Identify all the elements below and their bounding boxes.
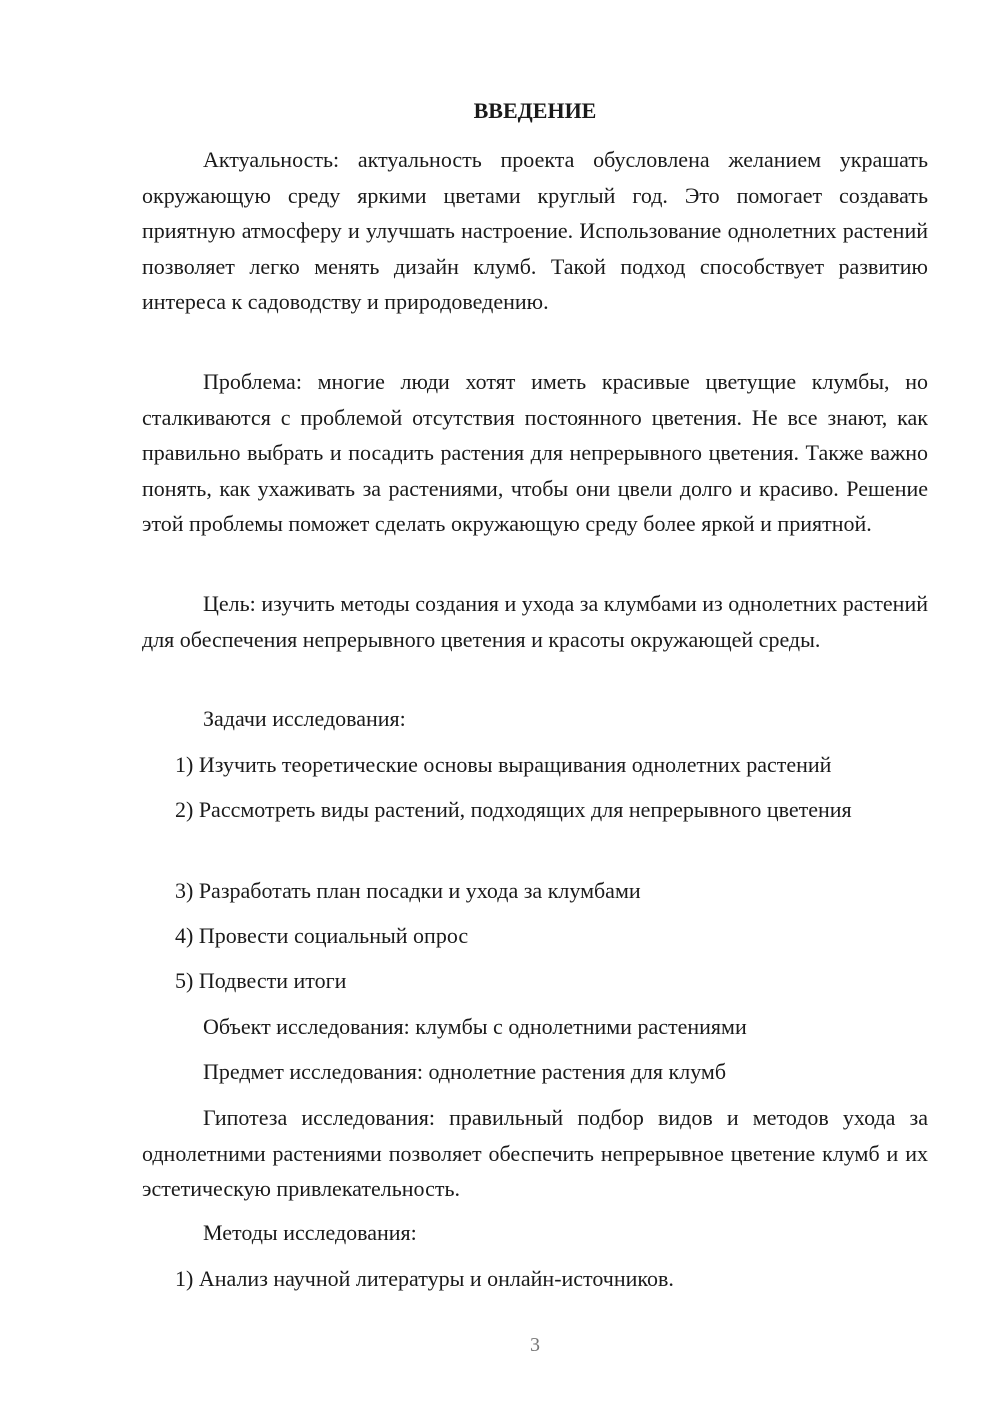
task-item: 4) Провести социальный опрос [175, 923, 469, 948]
relevance-paragraph: Актуальность: актуальность проекта обусловлена желанием украшать окружающую среду яркими цветами круглый год. Это помогает создавать приятную атмосферу и улучшать настроение. Использование однолетних растений позволяет легко менять дизайн клумб. Такой подход способствует развитию интереса к садоводству и природоведению. [142, 147, 928, 314]
task-item: 2) Рассмотреть виды растений, подходящих для непрерывного цветения [175, 797, 852, 822]
problem-paragraph: Проблема: многие люди хотят иметь красивые цветущие клумбы, но сталкиваются с проблемой отсутствия постоянного цветения. Не все знают, как правильно выбрать и посадить растения для непрерывного цветения. Также важно понять, как ухаживать за растениями, чтобы они цвели долго и красиво. Решение этой проблемы поможет сделать окружающую среду более яркой и приятной. [142, 369, 928, 536]
page-number: 3 [530, 1334, 540, 1356]
page-title: ВВЕДЕНИЕ [473, 98, 597, 123]
subject-paragraph: Предмет исследования: однолетние растения для клумб [203, 1059, 727, 1084]
methods-heading: Методы исследования: [203, 1220, 417, 1245]
task-item: 5) Подвести итоги [175, 968, 347, 993]
object-paragraph: Объект исследования: клумбы с однолетними растениями [203, 1014, 747, 1039]
hypothesis-paragraph: Гипотеза исследования: правильный подбор видов и методов ухода за однолетними растениями позволяет обеспечить непрерывное цветение клумб и их эстетическую привлекательность. [142, 1105, 928, 1201]
method-item: 1) Анализ научной литературы и онлайн-источников. [175, 1266, 674, 1291]
task-item: 1) Изучить теоретические основы выращивания однолетних растений [175, 752, 832, 777]
tasks-heading: Задачи исследования: [203, 706, 406, 731]
goal-paragraph: Цель: изучить методы создания и ухода за клумбами из однолетних растений для обеспечения непрерывного цветения и красоты окружающей среды. [142, 591, 928, 652]
task-item: 3) Разработать план посадки и ухода за клумбами [175, 878, 641, 903]
